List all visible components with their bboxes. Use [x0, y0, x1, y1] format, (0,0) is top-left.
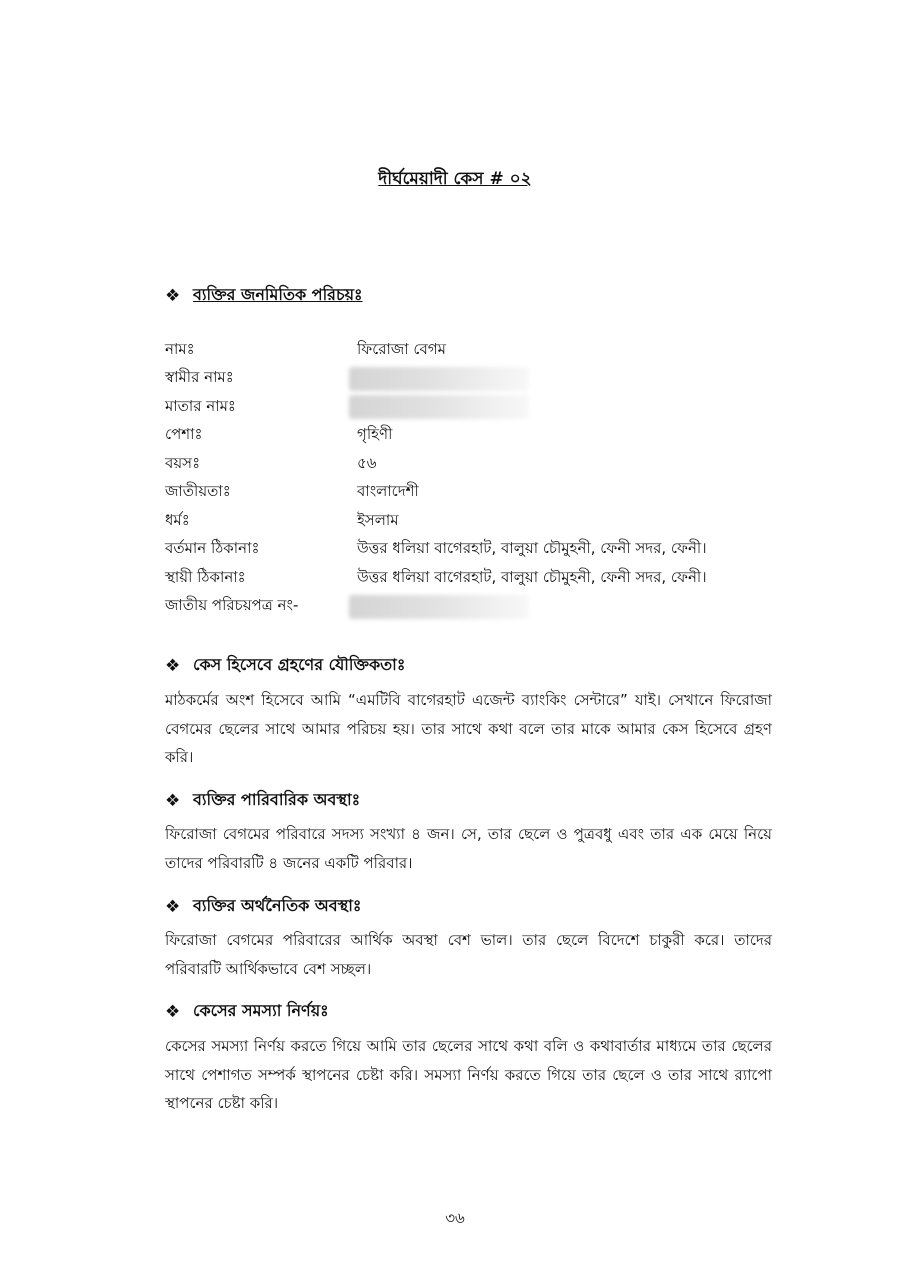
- section-heading-justification: [165, 652, 405, 679]
- info-row: [165, 507, 785, 536]
- info-row: [165, 336, 785, 365]
- diamond-bullet-icon: ❖: [165, 1001, 181, 1022]
- info-label: পেশাঃ: [165, 425, 203, 444]
- page-number: ৩৬: [445, 1209, 465, 1227]
- info-value: বাংলাদেশী: [357, 482, 419, 501]
- diamond-bullet-icon: ❖: [165, 285, 181, 306]
- section-heading-family: [165, 787, 360, 814]
- section-heading-economic: [165, 893, 361, 920]
- paragraph-economic: ফিরোজা বেগমের পরিবারের আর্থিক অবস্থা বেশ ভাল। তার ছেলে বিদেশে চাকুরী করে। তাদের পরিবারটি আর্থিকভাবে বেশ সচ্ছল।: [165, 931, 772, 978]
- info-row: [165, 564, 785, 593]
- paragraph-justification: মাঠকর্মের অংশ হিসেবে আমি “এমটিবি বাগেরহাট এজেন্ট ব্যাংকিং সেন্টারে” যাই। সেখানে ফিরোজা বেগমের ছেলের সাথে আমার পরিচয় হয়। তার সাথে কথা বলে তার মাকে আমার কেস হিসেবে গ্রহণ করি।: [165, 691, 772, 766]
- info-label: নামঃ: [165, 339, 195, 358]
- info-value: ৫৬: [357, 453, 377, 472]
- info-label: ধর্মঃ: [165, 510, 190, 529]
- info-row: [165, 422, 785, 451]
- info-label: জাতীয় পরিচয়পত্র নং-: [165, 596, 299, 615]
- info-row: [165, 450, 785, 479]
- info-row: [165, 365, 785, 394]
- info-value: ইসলাম: [357, 510, 399, 529]
- diamond-bullet-icon: ❖: [165, 790, 181, 811]
- section-heading-text: ব্যক্তির জনমিতিক পরিচয়ঃ: [193, 285, 363, 304]
- redacted-value: [349, 367, 529, 391]
- info-row: [165, 536, 785, 565]
- info-label: স্বামীর নামঃ: [165, 368, 234, 387]
- info-label: বর্তমান ঠিকানাঃ: [165, 539, 260, 558]
- document-title: দীর্ঘমেয়াদী কেস # ০২: [378, 169, 532, 189]
- diamond-bullet-icon: ❖: [165, 896, 181, 917]
- info-label: জাতীয়তাঃ: [165, 482, 231, 501]
- redacted-value: [349, 395, 529, 419]
- info-value: উত্তর ধলিয়া বাগেরহাট, বালুয়া চৌমুহনী, ফেনী সদর, ফেনী।: [357, 539, 707, 558]
- info-row: [165, 393, 785, 422]
- info-label: বয়সঃ: [165, 453, 201, 472]
- redacted-value: [349, 595, 529, 619]
- info-label: মাতার নামঃ: [165, 396, 236, 415]
- info-value: গৃহিণী: [357, 425, 393, 444]
- section-heading-text: ব্যক্তির অর্থনৈতিক অবস্থাঃ: [193, 896, 362, 915]
- section-heading-text: ব্যক্তির পারিবারিক অবস্থাঃ: [193, 790, 361, 809]
- info-value: ফিরোজা বেগম: [357, 339, 447, 358]
- section-heading-problem: [165, 998, 329, 1025]
- section-heading-text: কেসের সমস্যা নির্ণয়ঃ: [193, 1001, 329, 1020]
- diamond-bullet-icon: ❖: [165, 655, 181, 676]
- section-heading-demographic: [165, 282, 363, 309]
- info-value: উত্তর ধলিয়া বাগেরহাট, বালুয়া চৌমুহনী, ফেনী সদর, ফেনী।: [357, 567, 707, 586]
- info-row: [165, 479, 785, 508]
- section-heading-text: কেস হিসেবে গ্রহণের যৌক্তিকতাঃ: [193, 655, 406, 674]
- paragraph-problem: কেসের সমস্যা নির্ণয় করতে গিয়ে আমি তার ছেলের সাথে কথা বলি ও কথাবার্তার মাধ্যমে তার ছেলের সাথে পেশাগত সম্পর্ক স্থাপনের চেষ্টা করি। সমস্যা নির্ণয় করতে গিয়ে তার ছেলে ও তার সাথে র‍্যাপো স্থাপনের চেষ্টা করি।: [165, 1037, 772, 1112]
- info-row: [165, 593, 785, 622]
- demographic-info-table: [165, 336, 785, 621]
- paragraph-family: ফিরোজা বেগমের পরিবারে সদস্য সংখ্যা ৪ জন। সে, তার ছেলে ও পুত্রবধু এবং তার এক মেয়ে নিয়ে তাদের পরিবারটি ৪ জনের একটি পরিবার।: [165, 825, 772, 872]
- info-label: স্থায়ী ঠিকানাঃ: [165, 567, 246, 586]
